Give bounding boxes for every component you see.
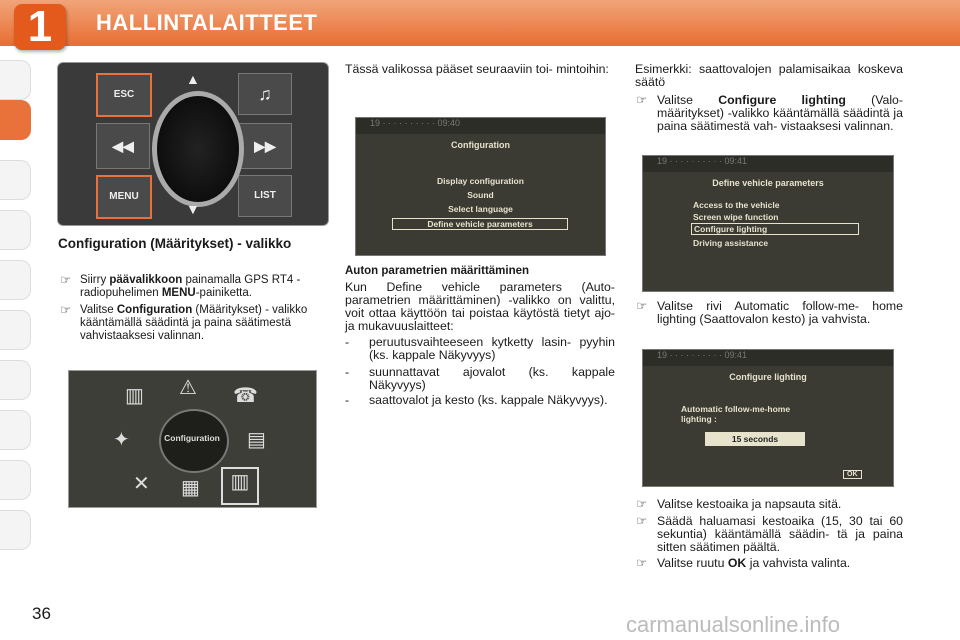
rewind-icon: ◀◀ (96, 123, 150, 169)
text: Siirry (80, 274, 110, 286)
up-arrow-icon: ▲ (186, 71, 200, 87)
screen-title: Configuration (451, 140, 510, 150)
col3-bullet-3: Valitse kestoaika ja napsauta sitä. (657, 497, 842, 511)
text: painamalla GPS RT4 -radiopuhelimen (80, 274, 301, 299)
rotary-knob (152, 91, 244, 207)
text-bold: Configuration (116, 304, 193, 316)
down-arrow-icon: ▼ (186, 201, 200, 217)
text: (Määritykset) - valikko kääntämällä säädintä ja paina säätimestä vahvistaaksesi valinnan. (80, 304, 308, 342)
screen-item: Select language (448, 204, 513, 214)
phone-icon: ☎ (233, 385, 258, 407)
warning-icon: ⚠ (179, 377, 197, 399)
screen-item: Access to the vehicle (693, 200, 780, 210)
keypad-image (57, 62, 329, 226)
page-number: 36 (32, 604, 51, 623)
text: Valitse (657, 93, 719, 107)
chapter-number: 1 (14, 4, 66, 50)
forward-icon: ▶▶ (238, 123, 292, 169)
side-tab[interactable] (0, 510, 31, 550)
screen-item: Display configuration (437, 176, 524, 186)
col2-list-item: saattovalot ja kesto (ks. kappale Näkyvyys). (369, 393, 608, 407)
screen-item-selected: Configure lighting (691, 223, 859, 235)
text-bold: Configure lighting (718, 93, 846, 107)
col2-list-item: suunnattavat ajovalot (ks. kappale Näkyvyys) (369, 365, 615, 392)
page-title: HALLINTALAITTEET (96, 10, 318, 35)
col1-bullet-2 (80, 304, 326, 343)
dash-icon: - (345, 365, 350, 379)
configuration-menu-image (68, 370, 317, 508)
header-bar (0, 0, 960, 51)
music-icon: ♫ (238, 73, 292, 115)
configuration-screen (355, 117, 606, 256)
configure-lighting-screen (642, 349, 894, 487)
dash-icon: - (345, 335, 350, 349)
text-bold: OK (727, 556, 747, 570)
col3-bullet-1 (657, 94, 903, 133)
screen-status-bar: 19 · · · · · · · · · · 09:40 (356, 118, 605, 134)
bullet-icon: ☞ (636, 556, 648, 570)
side-tabs (0, 60, 32, 580)
define-vehicle-parameters-screen (642, 155, 894, 292)
col2-heading: Auton parametrien määrittäminen (345, 265, 530, 277)
col2-list-item: peruutusvaihteeseen kytketty lasin- pyyhin (ks. kappale Näkyvyys) (369, 335, 615, 362)
side-tab[interactable] (0, 210, 31, 250)
side-tab[interactable] (0, 60, 31, 100)
col2-paragraph: Kun Define vehicle parameters (Auto- parametrien määrittäminen) -valikko on valittu, voit ottaa käyttöön tai poistaa käytöstä tietyt ajo- ja mukavuuslaitteet: (345, 280, 615, 333)
text-bold: päävalikkoon (109, 274, 183, 286)
bullet-icon: ☞ (60, 303, 72, 317)
side-tab[interactable] (0, 260, 31, 300)
dash-icon: - (345, 393, 350, 407)
bullet-icon: ☞ (60, 273, 72, 287)
settings-icon: ▥ (221, 467, 259, 505)
book-icon: ▥ (125, 385, 144, 407)
side-tab[interactable] (0, 310, 31, 350)
col3-intro: Esimerkki: saattovalojen palamisaikaa koskeva säätö (635, 62, 903, 89)
configuration-heading: Configuration (Määritykset) - valikko (58, 236, 292, 251)
screen-title: Define vehicle parameters (712, 178, 824, 188)
side-tab[interactable] (0, 460, 31, 500)
esc-button: ESC (96, 73, 152, 117)
text: Valitse (80, 304, 117, 316)
bullet-icon: ☞ (636, 497, 648, 511)
side-tab-active[interactable] (0, 100, 31, 140)
bullet-icon: ☞ (636, 93, 648, 107)
duration-value: 15 seconds (705, 432, 805, 446)
menu-button: MENU (96, 175, 152, 219)
text: -painiketta. (195, 287, 252, 299)
text-bold: MENU (161, 287, 196, 299)
screen-item: Driving assistance (693, 238, 769, 248)
cd-icon: ▦ (181, 477, 200, 499)
col3-bullet-5 (657, 557, 903, 570)
col2-intro: Tässä valikossa pääset seuraaviin toi- mintoihin: (345, 62, 609, 76)
text: ja vahvista valinta. (746, 556, 851, 570)
media-icon: ▤ (247, 429, 266, 451)
menu-center-label: Configuration (164, 433, 220, 443)
text: (Valo- määritykset) -valikko kääntämällä säädintä ja paina säätimestä vah- vistaaksesi valinnan. (657, 93, 903, 133)
side-tab[interactable] (0, 360, 31, 400)
bullet-icon: ☞ (636, 514, 648, 528)
screen-item-selected: Define vehicle parameters (392, 218, 568, 230)
text: Valitse ruutu (657, 556, 728, 570)
col3-bullet-4: Säädä haluamasi kestoaika (15, 30 tai 60 sekuntia) kääntämällä säädin- tä ja paina sitten säätimen päältä. (657, 514, 903, 554)
screen-item: Sound (467, 190, 494, 200)
screen-line: Automatic follow-me-home lighting : (681, 404, 791, 424)
col1-bullet-1 (80, 274, 326, 300)
ok-button: OK (843, 470, 862, 479)
screen-status-bar: 19 · · · · · · · · · · 09:41 (643, 156, 893, 172)
screen-item: Screen wipe function (693, 212, 779, 222)
list-button: LIST (238, 175, 292, 217)
col3-bullet-2: Valitse rivi Automatic follow-me- home lighting (Saattovalon kesto) ja vahvista. (657, 299, 903, 326)
navigation-icon: ✦ (113, 429, 130, 451)
tools-icon: ✕ (133, 473, 150, 495)
screen-status-bar: 19 · · · · · · · · · · 09:41 (643, 350, 893, 366)
watermark: carmanualsonline.info (626, 612, 841, 637)
side-tab[interactable] (0, 410, 31, 450)
screen-title: Configure lighting (729, 372, 807, 382)
bullet-icon: ☞ (636, 299, 648, 313)
side-tab[interactable] (0, 160, 31, 200)
